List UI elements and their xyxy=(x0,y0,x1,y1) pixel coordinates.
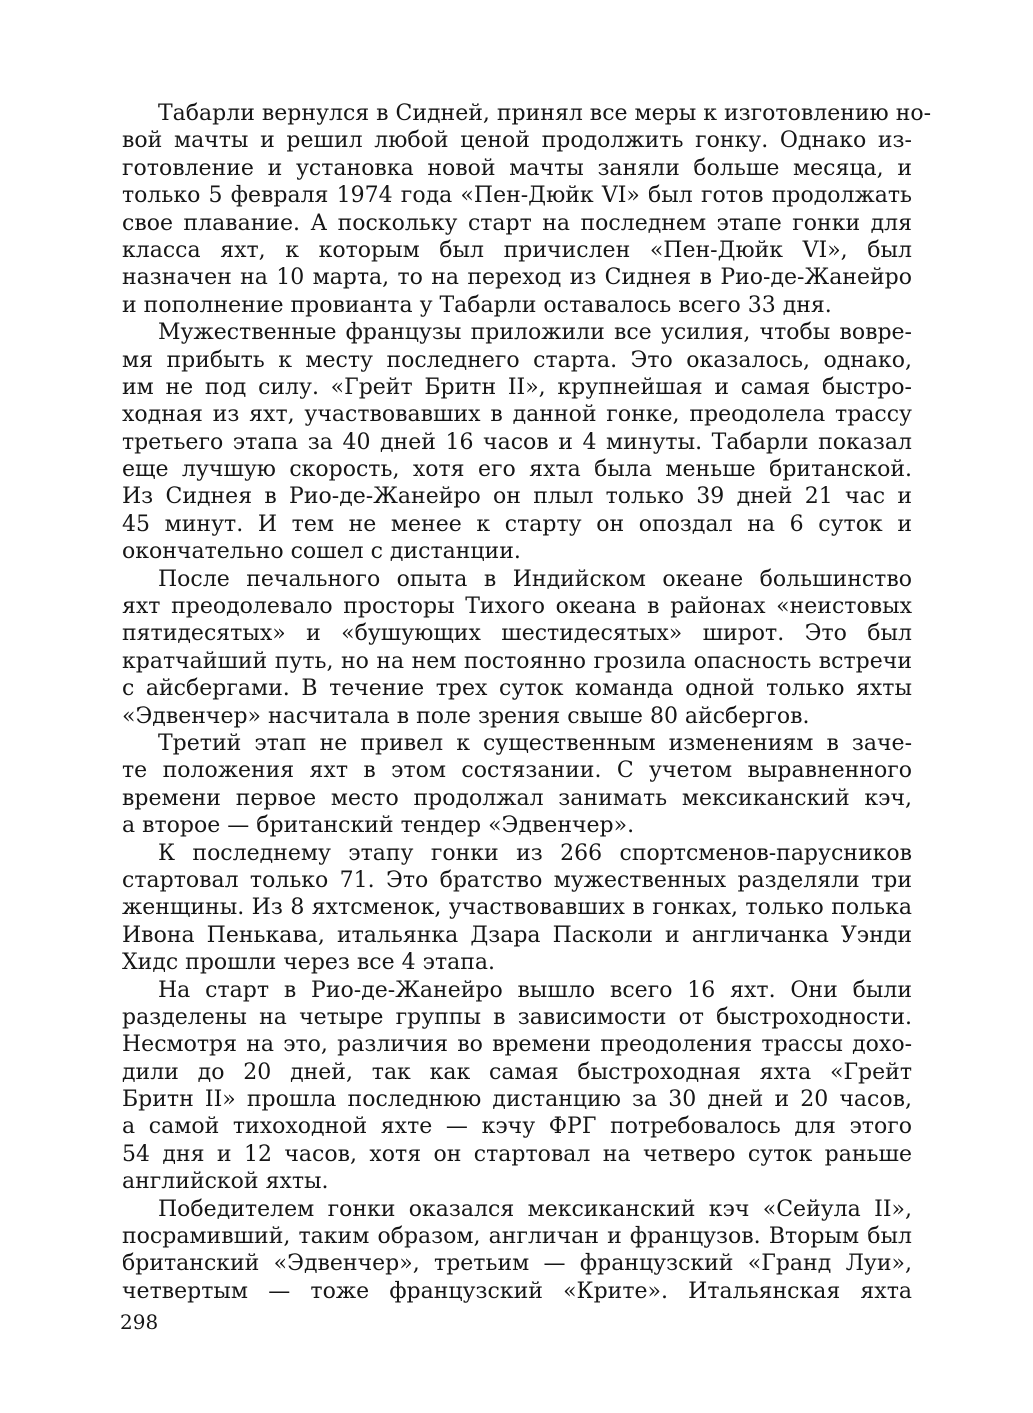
text-line: и пополнение провианта у Табарли оставалось всего 33 дня. xyxy=(122,292,832,318)
text-line: Третий этап не привел к существенным изменениям в заче- xyxy=(158,730,912,756)
page-number: 298 xyxy=(120,1310,159,1334)
text-line: 45 минут. И тем не менее к старту он опоздал на 6 суток и xyxy=(122,511,912,537)
text-line: Победителем гонки оказался мексиканский кэч «Сейула II», xyxy=(158,1196,912,1222)
text-line: английской яхты. xyxy=(122,1169,329,1195)
text-line: После печального опыта в Индийском океане большинство xyxy=(158,566,912,592)
text-line: женщины. Из 8 яхтсменок, участвовавших в гонках, только полька xyxy=(122,895,912,921)
text-line: назначен на 10 марта, то на переход из Сиднея в Рио-де-Жанейро xyxy=(122,265,912,291)
text-line: Табарли вернулся в Сидней, принял все меры к изготовлению но- xyxy=(158,101,932,126)
text-line: Бритн II» прошла последнюю дистанцию за 30 дней и 20 часов, xyxy=(122,1087,912,1113)
text-line: класса яхт, к которым был причислен «Пен-Дюйк VI», был xyxy=(122,237,912,263)
text-line: 54 дня и 12 часов, хотя он стартовал на четверо суток раньше xyxy=(122,1141,912,1167)
paragraph xyxy=(122,319,912,566)
text-line: те положения яхт в этом состязании. С учетом выравненного xyxy=(122,758,912,784)
text-line: им не под силу. «Грейт Бритн II», крупнейшая и самая быстро- xyxy=(122,374,912,400)
text-line: вой мачты и решил любой ценой продолжить гонку. Однако из- xyxy=(122,128,912,154)
paragraph xyxy=(122,566,912,730)
text-line: четвертым — тоже французский «Крите». Итальянская яхта xyxy=(122,1278,912,1304)
text-line: разделены на четыре группы в зависимости от быстроходности. xyxy=(122,1004,912,1030)
text-line: британский «Эдвенчер», третьим — французский «Гранд Луи», xyxy=(122,1251,912,1277)
text-line: окончательно сошел с дистанции. xyxy=(122,539,521,565)
text-line: готовление и установка новой мачты заняли больше месяца, и xyxy=(122,155,912,181)
text-line: а самой тихоходной яхте — кэчу ФРГ потребовалось для этого xyxy=(122,1114,912,1140)
text-line: дили до 20 дней, так как самая быстроходная яхта «Грейт xyxy=(122,1059,912,1085)
paragraph xyxy=(122,100,932,319)
text-line: На старт в Рио-де-Жанейро вышло всего 16 яхт. Они были xyxy=(158,977,912,1003)
text-line: Хидс прошли через все 4 этапа. xyxy=(122,950,496,976)
paragraph xyxy=(122,730,912,840)
text-line: яхт преодолевало просторы Тихого океана в районах «неистовых xyxy=(122,594,912,620)
text-line: еще лучшую скорость, хотя его яхта была меньше британской. xyxy=(122,457,912,483)
text-line: «Эдвенчер» насчитала в поле зрения свыше 80 айсбергов. xyxy=(122,703,810,729)
text-line: времени первое место продолжал занимать мексиканский кэч, xyxy=(122,785,912,811)
text-line: К последнему этапу гонки из 266 спортсменов-парусников xyxy=(158,840,912,866)
text-line: свое плавание. А поскольку старт на последнем этапе гонки для xyxy=(122,210,912,236)
text-line: Ивона Пенькава, итальянка Дзара Пасколи и англичанка Уэнди xyxy=(122,922,912,948)
text-line: Несмотря на это, различия во времени преодоления трассы дохо- xyxy=(122,1032,912,1058)
text-line: третьего этапа за 40 дней 16 часов и 4 минуты. Табарли показал xyxy=(122,429,912,455)
body-text xyxy=(122,100,932,1305)
paragraph xyxy=(122,1196,912,1306)
text-line: пятидесятых» и «бушующих шестидесятых» широт. Это был xyxy=(122,621,912,647)
text-line: только 5 февраля 1974 года «Пен-Дюйк VI» был готов продолжать xyxy=(122,183,912,209)
text-line: посрамивший, таким образом, англичан и французов. Вторым был xyxy=(122,1224,912,1250)
text-line: ходная из яхт, участвовавших в данной гонке, преодолела трассу xyxy=(122,402,912,428)
text-line: с айсбергами. В течение трех суток команда одной только яхты xyxy=(122,676,912,702)
text-line: Из Сиднея в Рио-де-Жанейро он плыл только 39 дней 21 час и xyxy=(122,484,912,510)
text-line: Мужественные французы приложили все усилия, чтобы вовре- xyxy=(158,320,912,346)
paragraph xyxy=(122,977,912,1196)
paragraph xyxy=(122,840,912,977)
text-line: стартовал только 71. Это братство мужественных разделяли три xyxy=(122,867,912,893)
text-line: мя прибыть к месту последнего старта. Это оказалось, однако, xyxy=(122,347,912,373)
text-line: кратчайший путь, но на нем постоянно грозила опасность встречи xyxy=(122,648,912,674)
text-line: а второе — британский тендер «Эдвенчер». xyxy=(122,813,635,839)
